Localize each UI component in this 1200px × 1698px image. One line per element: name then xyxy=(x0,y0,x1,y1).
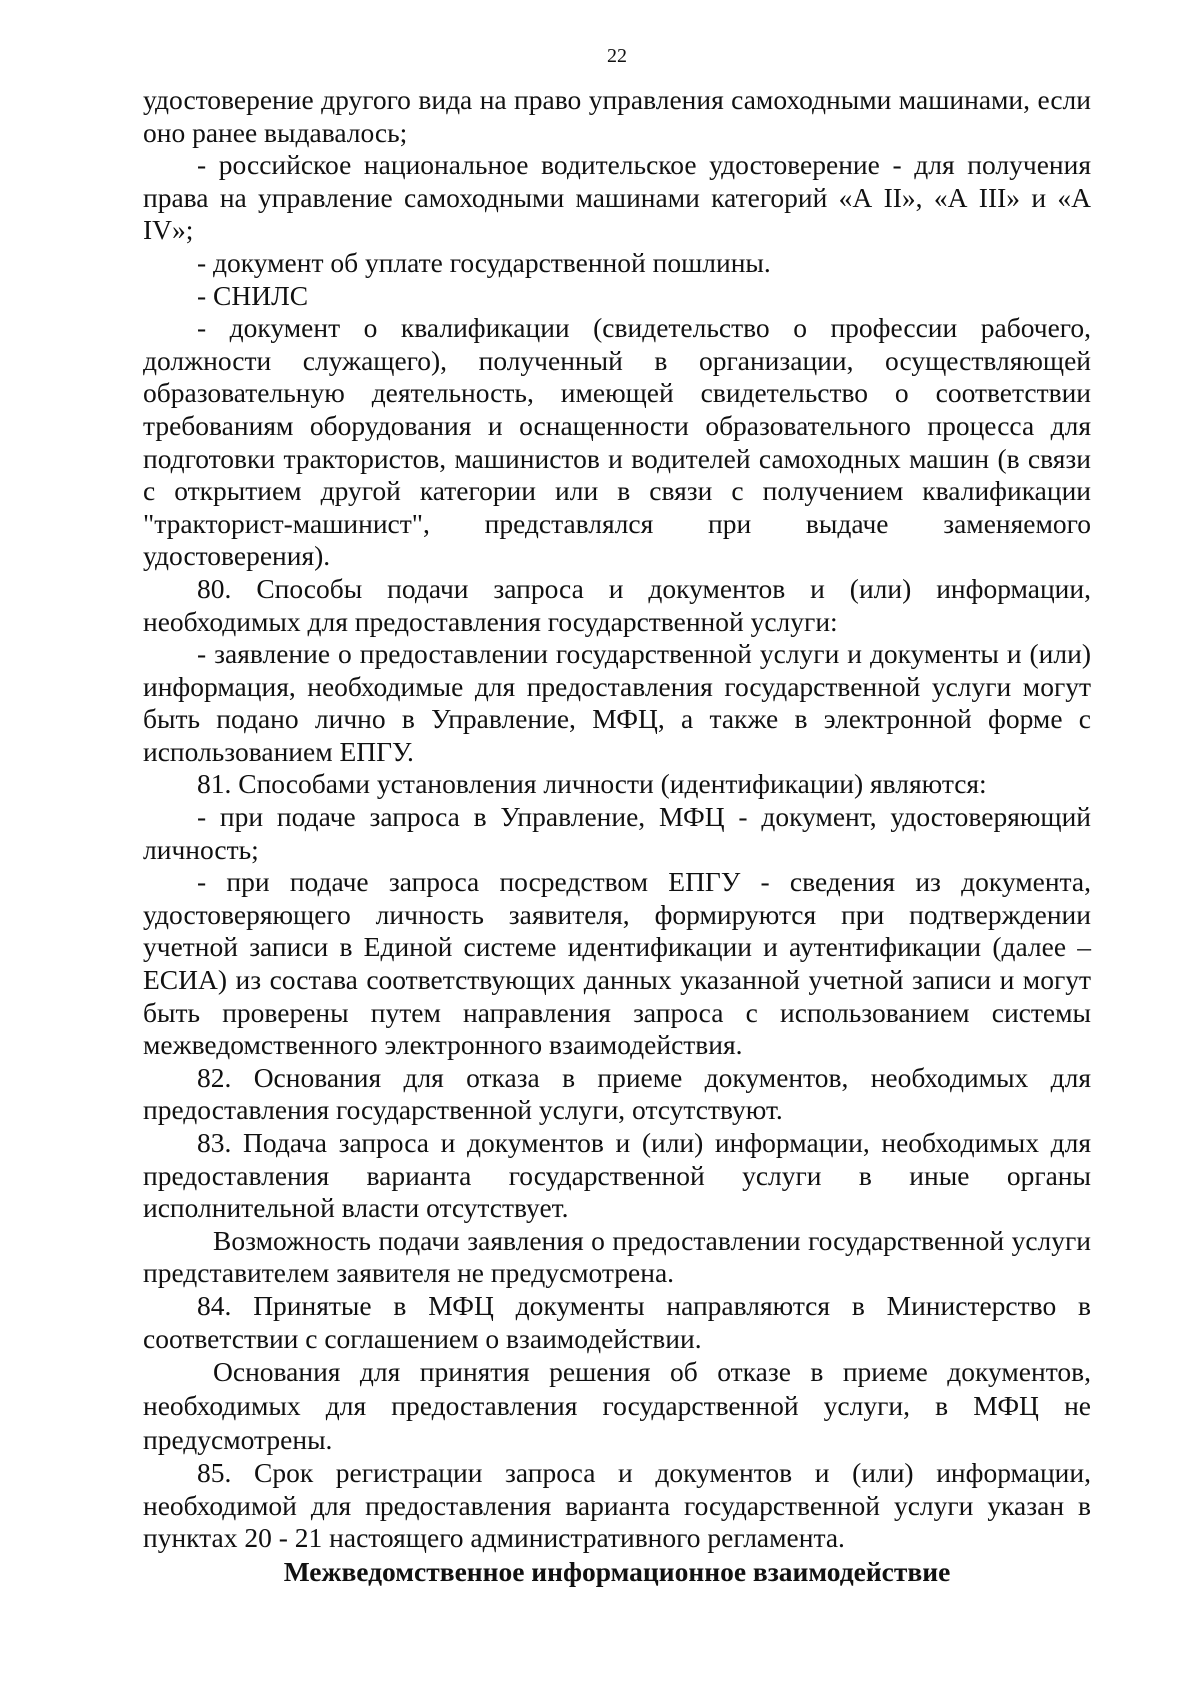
page-number: 22 xyxy=(607,45,627,67)
list-item-snils: - СНИЛС xyxy=(197,279,309,311)
clause-84: 84. Принятые в МФЦ документы направляются в Министерство в соответствии с соглашением о взаимодействии. xyxy=(143,1289,1091,1354)
list-item-state-duty: - документ об уплате государственной пошлины. xyxy=(197,246,771,278)
clause-84-refusal-grounds: Основания для принятия решения об отказе в приеме документов, необходимых для предоставления государственной услуги, в МФЦ не предусмотрены. xyxy=(143,1356,1091,1456)
clause-82: 82. Основания для отказа в приеме документов, необходимых для предоставления государственной услуги, отсутствуют. xyxy=(143,1061,1091,1126)
clause-81-item-epgu: - при подаче запроса посредством ЕПГУ - сведения из документа, удостоверяющего личность заявителя, формируются при подтверждении учетной записи в Единой системе идентификации и аутентификации (далее – ЕСИА) из состава соответствующих данных указанной учетной записи и могут быть проверены путем направления запроса с использованием системы межведомственного электронного взаимодействия. xyxy=(143,866,1091,1061)
clause-80: 80. Способы подачи запроса и документов и (или) информации, необходимых для предоставления государственной услуги: xyxy=(143,572,1091,637)
clause-81-item-office: - при подаче запроса в Управление, МФЦ - документ, удостоверяющий личность; xyxy=(143,801,1091,865)
clause-83-representative: Возможность подачи заявления о предоставлении государственной услуги представителем заявителя не предусмотрена. xyxy=(143,1224,1091,1289)
list-item-driver-license: - российское национальное водительское удостоверение - для получения права на управление самоходными машинами категорий «А II», «А III» и «А IV»; xyxy=(143,149,1091,246)
clause-81: 81. Способами установления личности (идентификации) являются: xyxy=(197,768,987,800)
document-page xyxy=(143,44,1091,1664)
list-item-qualification-document: - документ о квалификации (свидетельство о профессии рабочего, должности служащего), полученный в организации, осуществляющей образовательную деятельность, имеющей свидетельство о соответствии требованиям оборудования и оснащенности образовательного процесса для подготовки трактористов, машинистов и водителей самоходных машин (в связи с открытием другой категории или в связи с получением квалификации "тракторист-машинист", представлялся при выдаче заменяемого удостоверения). xyxy=(143,312,1091,572)
clause-85: 85. Срок регистрации запроса и документов и (или) информации, необходимой для предоставления варианта государственной услуги указан в пунктах 20 - 21 настоящего административного регламента. xyxy=(143,1457,1091,1554)
section-heading: Межведомственное информационное взаимодействие xyxy=(283,1555,951,1587)
paragraph-continuation: удостоверение другого вида на право управления самоходными машинами, если оно ранее выдавалось; xyxy=(143,84,1091,148)
clause-80-item: - заявление о предоставлении государственной услуги и документы и (или) информация, необходимые для предоставления государственной услуги могут быть подано лично в Управление, МФЦ, а также в электронной форме с использованием ЕПГУ. xyxy=(143,638,1091,767)
clause-83: 83. Подача запроса и документов и (или) информации, необходимых для предоставления варианта государственной услуги в иные органы исполнительной власти отсутствует. xyxy=(143,1127,1091,1224)
